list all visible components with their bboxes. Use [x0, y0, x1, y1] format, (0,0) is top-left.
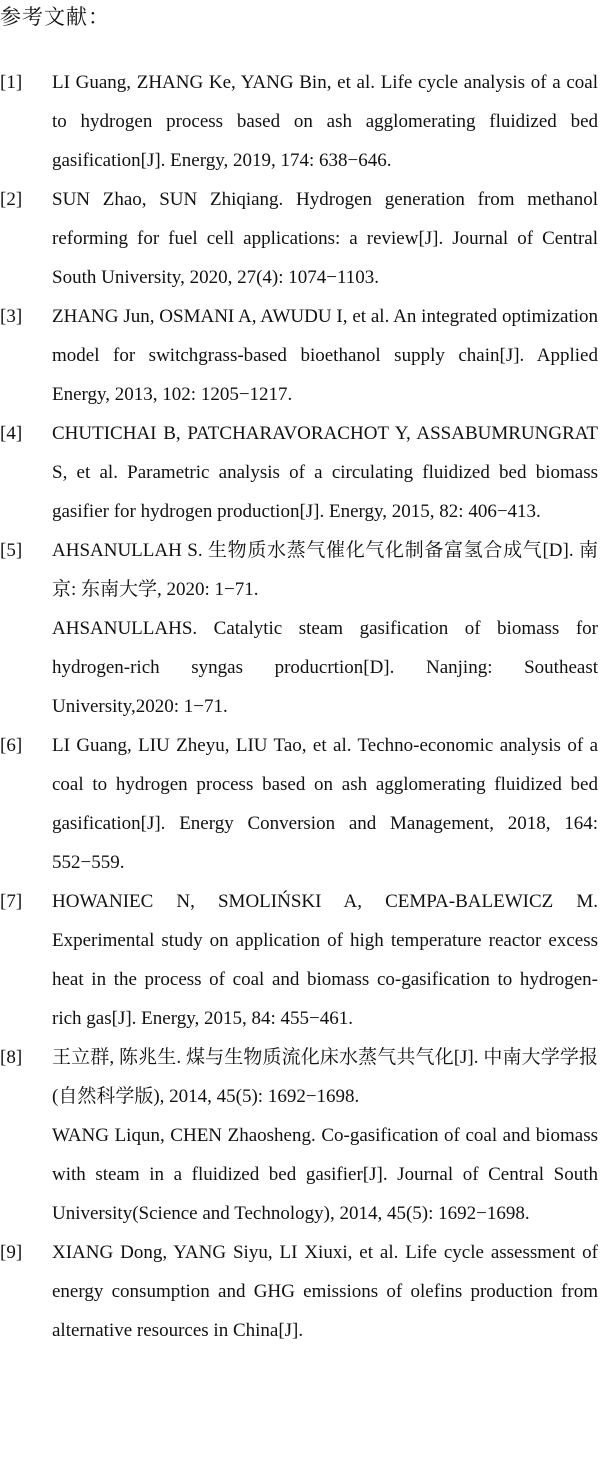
- reference-text: WANG Liqun, CHEN Zhaosheng. Co-gasification of coal and biomass with steam in a fluidized bed gasifier[J]. Journal of Central South University(Science and Technology), 2014, 45(5): 1692−1698.: [52, 1125, 598, 1224]
- reference-number: [5]: [0, 540, 23, 561]
- reference-text: SUN Zhao, SUN Zhiqiang. Hydrogen generation from methanol reforming for fuel cell applications: a review[J]. Journal of Central South University, 2020, 27(4): 1074−1103.: [52, 189, 598, 288]
- reference-text: LI Guang, ZHANG Ke, YANG Bin, et al. Life cycle analysis of a coal to hydrogen process based on ash agglomerating fluidized bed gasification[J]. Energy, 2019, 174: 638−646.: [52, 72, 598, 171]
- reference-number: [4]: [0, 423, 23, 444]
- reference-number: [8]: [0, 1047, 23, 1068]
- reference-text: HOWANIEC N, SMOLIŃSKI A, CEMPA-BALEWICZ M. Experimental study on application of high temperature reactor excess heat in the process of coal and biomass co-gasification to hydrogen-rich gas[J]. Energy, 2015, 84: 455−461.: [52, 891, 598, 1029]
- reference-list: [0, 63, 598, 1350]
- reference-number: [1]: [0, 72, 23, 93]
- reference-item: [0, 726, 598, 882]
- reference-body: [52, 531, 598, 726]
- reference-text: CHUTICHAI B, PATCHARAVORACHOT Y, ASSABUMRUNGRAT S, et al. Parametric analysis of a circulating fluidized bed biomass gasifier for hydrogen production[J]. Energy, 2015, 82: 406−413.: [52, 423, 598, 522]
- reference-item: [0, 1233, 598, 1350]
- reference-item: [0, 63, 598, 180]
- reference-body: [52, 63, 598, 180]
- reference-body: [52, 726, 598, 882]
- reference-number: [9]: [0, 1242, 23, 1263]
- reference-body: [52, 414, 598, 531]
- reference-item: [0, 1038, 598, 1233]
- reference-body: [52, 1038, 598, 1233]
- reference-text: 王立群, 陈兆生. 煤与生物质流化床水蒸气共气化[J]. 中南大学学报(自然科学版), 2014, 45(5): 1692−1698.: [52, 1047, 598, 1107]
- reference-text: LI Guang, LIU Zheyu, LIU Tao, et al. Techno-economic analysis of a coal to hydrogen process based on ash agglomerating fluidized bed gasification[J]. Energy Conversion and Management, 2018, 164: 552−559.: [52, 735, 598, 873]
- reference-number: [7]: [0, 891, 23, 912]
- references-heading: 参考文献：: [0, 5, 110, 29]
- reference-text: AHSANULLAHS. Catalytic steam gasification of biomass for hydrogen-rich syngas producrtion[D]. Nanjing: Southeast University,2020: 1−71.: [52, 618, 598, 717]
- reference-number: [2]: [0, 189, 23, 210]
- reference-text: ZHANG Jun, OSMANI A, AWUDU I, et al. An integrated optimization model for switchgrass-based bioethanol supply chain[J]. Applied Energy, 2013, 102: 1205−1217.: [52, 306, 598, 405]
- reference-item: [0, 531, 598, 726]
- reference-number: [6]: [0, 735, 23, 756]
- reference-number: [3]: [0, 306, 23, 327]
- reference-item: [0, 180, 598, 297]
- reference-item: [0, 882, 598, 1038]
- reference-body: [52, 180, 598, 297]
- reference-body: [52, 1233, 598, 1350]
- reference-item: [0, 414, 598, 531]
- reference-item: [0, 297, 598, 414]
- reference-body: [52, 882, 598, 1038]
- reference-text: XIANG Dong, YANG Siyu, LI Xiuxi, et al. Life cycle assessment of energy consumption and GHG emissions of olefins production from alternative resources in China[J].: [52, 1242, 598, 1341]
- reference-body: [52, 297, 598, 414]
- reference-text: AHSANULLAH S. 生物质水蒸气催化气化制备富氢合成气[D]. 南京: 东南大学, 2020: 1−71.: [52, 540, 598, 600]
